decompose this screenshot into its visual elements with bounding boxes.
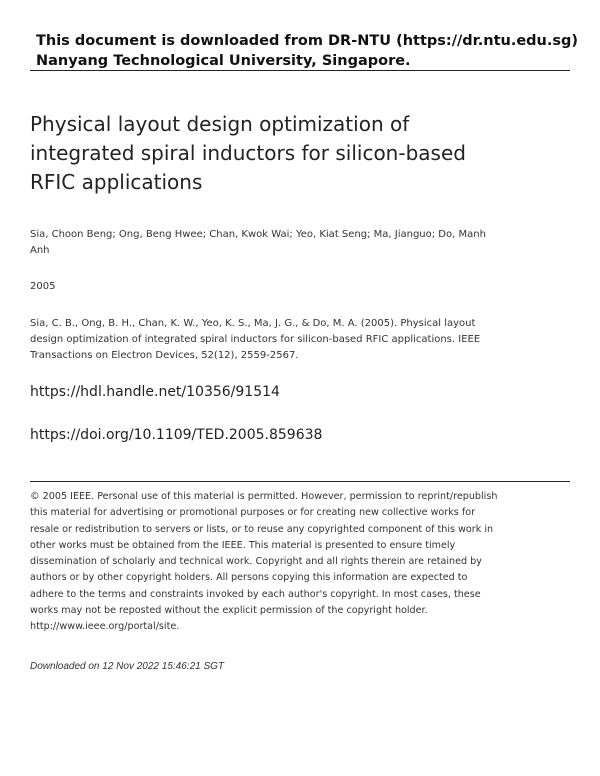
rights-statement: © 2005 IEEE. Personal use of this material is permitted. However, permission to reprint/republish this material for advertising or promotional purposes or for creating new collective works for resale or redistribution to servers or lists, or to reuse any copyrighted component of this work in other works must be obtained from the IEEE. This material is presented to ensure timely dissemination of scholarly and technical work. Copyright and all rights therein are retained by authors or by other copyright holders. All persons copying this information are expected to adhere to the terms and constraints invoked by each author's copyright. In most cases, these works may not be reposted without the explicit permission of the copyright holder. http://www.ieee.org/portal/site. <box>30 491 498 633</box>
repository-header-line-2: Nanyang Technological University, Singapore. <box>36 53 411 69</box>
header-divider <box>30 70 570 71</box>
handle-link[interactable]: https://hdl.handle.net/10356/91514 <box>30 384 280 400</box>
download-timestamp: Downloaded on 12 Nov 2022 15:46:21 SGT <box>30 661 225 672</box>
publication-year: 2005 <box>30 281 56 292</box>
authors: Sia, Choon Beng; Ong, Beng Hwee; Chan, Kwok Wai; Yeo, Kiat Seng; Ma, Jianguo; Do, Manh Anh <box>30 229 486 256</box>
document-title: Physical layout design optimization of integrated spiral inductors for silicon‑based RFIC applications <box>30 112 466 194</box>
doi-link[interactable]: https://doi.org/10.1109/TED.2005.859638 <box>30 427 323 443</box>
rights-divider <box>30 481 570 482</box>
repository-header-line-1: This document is downloaded from DR‑NTU (https://dr.ntu.edu.sg) <box>36 33 579 49</box>
citation: Sia, C. B., Ong, B. H., Chan, K. W., Yeo, K. S., Ma, J. G., & Do, M. A. (2005). Physical layout design optimization of integrated spiral inductors for silicon‑based RFIC applications. IEEE Transactions on Electron Devices, 52(12), 2559‑2567. <box>30 318 481 361</box>
repository-header <box>36 31 579 71</box>
